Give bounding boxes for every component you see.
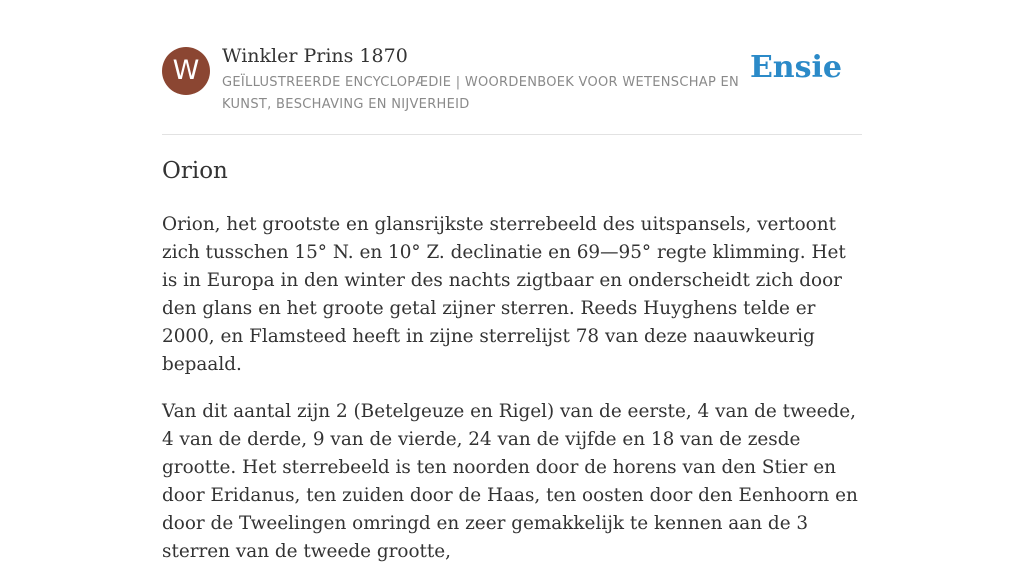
entry-paragraph-1: Orion, het grootste en glansrijkste sterrebeeld des uitspansels, vertoont zich tusschen 15° N. en 10° Z. declinatie en 69—95° regte klimming. Het is in Europa in den winter des nachts zigtbaar en onderscheidt zich door den glans en het groote getal zijner sterren. Reeds Huyghens telde er 2000, en Flamsteed heeft in zijne sterrelijst 78 van deze naauwkeurig bepaald.: [162, 214, 846, 375]
source-title[interactable]: Winkler Prins 1870: [222, 45, 408, 67]
content-container: [162, 0, 862, 562]
entry-body: [162, 211, 862, 585]
source-avatar[interactable]: W: [162, 47, 210, 95]
source-subtitle: GEÏLLUSTREERDE ENCYCLOPÆDIE | WOORDENBOEK VOOR WETENSCHAP EN KUNST, BESCHAVING EN NIJVERHEID: [222, 75, 740, 112]
ensie-logo[interactable]: Ensie: [749, 50, 842, 85]
source-header: [162, 0, 862, 135]
entry-paragraph-2: Van dit aantal zijn 2 (Betelgeuze en Rigel) van de eerste, 4 van de tweede, 4 van de derde, 9 van de vierde, 24 van de vijfde en 18 van de zesde grootte. Het sterrebeeld is ten noorden door de horens van den Stier en door Eridanus, ten zuiden door de Haas, ten oosten door den Eenhoorn en door de Tweelingen omringd en zeer gemakkelijk te kennen aan de 3 sterren van de tweede grootte,: [162, 401, 858, 562]
entry-title: Orion: [162, 158, 228, 184]
